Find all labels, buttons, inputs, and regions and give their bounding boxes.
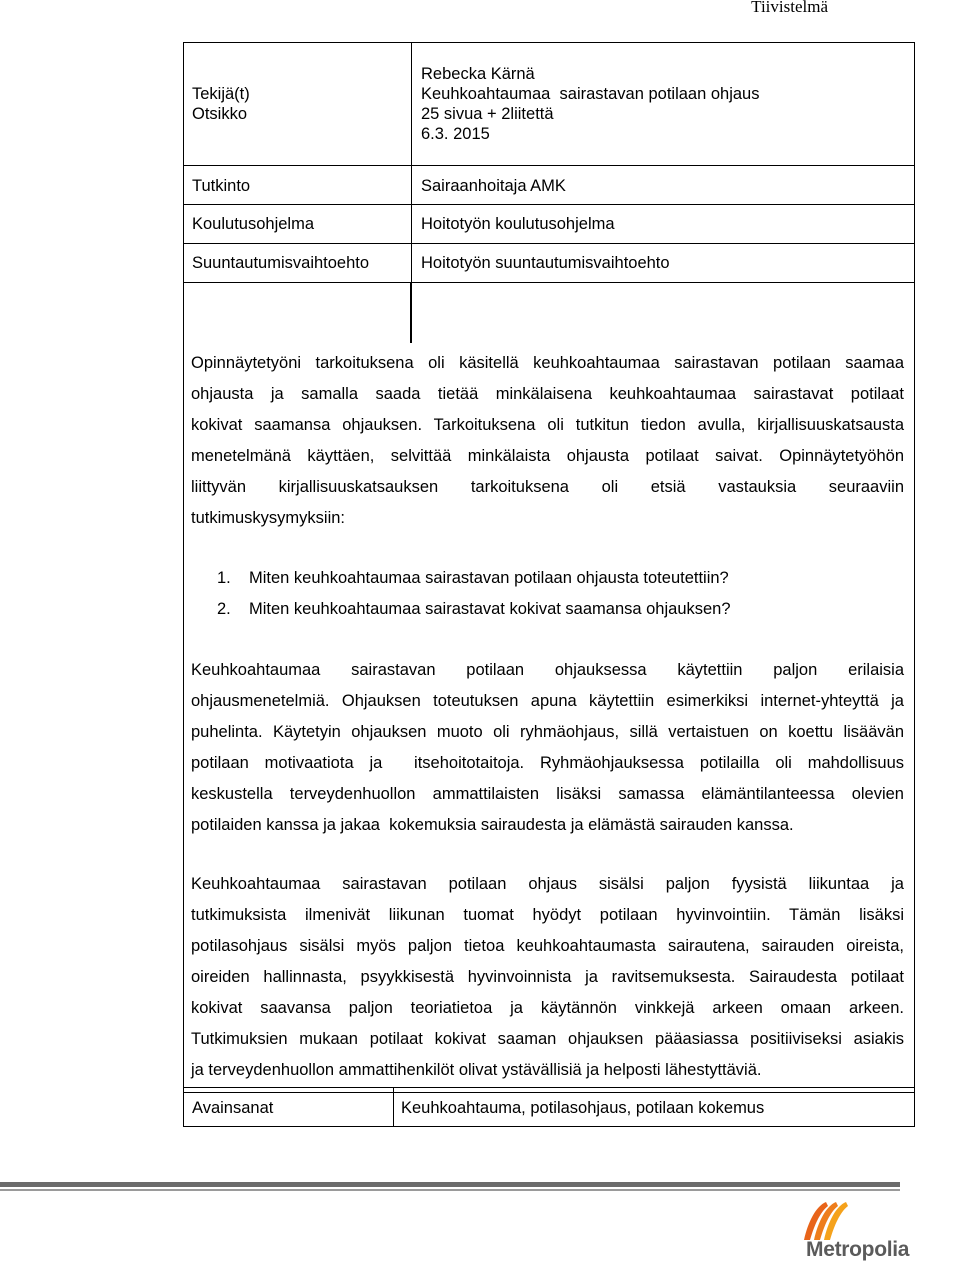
footer-rule-thin [0,1189,900,1191]
page-header-title: Tiivistelmä [751,0,828,16]
author-label: Tekijä(t) [192,85,250,103]
text-line: ohjausmenetelmiä. Ohjauksen toteutuksen apuna käytettiin esimerkiksi internet-yhteyttä ja [191,692,904,710]
metropolia-logo-text: Metropolia [806,1238,910,1261]
text-line: potilasohjaus sisälsi myös paljon tietoa keuhkoahtaumasta sairautena, sairauden oireista, [191,937,904,955]
row-divider [184,243,914,244]
text-line: oireiden hallinnasta, psyykkisestä hyvinvoinnista ja ravitsemuksesta. Sairaudesta potilaat [191,968,904,986]
option-value: Hoitotyön suuntautumisvaihtoehto [421,254,670,272]
text-line: tutkimuksista ilmenivät liikunan tuomat hyödyt potilaan hyvinvointiin. Tämän lisäksi [191,906,904,924]
list-item [217,594,731,625]
text-line: potilaan motivaatiota ja itsehoitotaitoja. Ryhmäohjauksessa potilailla oli mahdollisuus [191,754,904,772]
degree-label: Tutkinto [192,177,251,195]
text-line: keskustella terveydenhuollon ammattilaisten lisäksi samassa elämäntilanteessa olevien [191,785,904,803]
text-line: Tutkimuksien mukaan potilaat kokivat saaman ohjauksen pääasiassa positiiviseksi asiakis [191,1030,904,1048]
text-line: kokivat saamansa ohjauksen. Tarkoituksena oli tutkitun tiedon avulla, kirjallisuuskatsausta [191,416,904,434]
abstract-paragraph-2 [191,655,904,841]
text-line: Keuhkoahtaumaa sairastavan potilaan ohjauksessa käytettiin paljon erilaisia [191,661,904,679]
date-value: 6.3. 2015 [421,125,490,143]
text-line: ja terveydenhuollon ammattihenkilöt olivat ystävällisiä ja helposti lähestyttäviä. [191,1061,762,1079]
column-divider [393,1088,394,1126]
programme-label: Koulutusohjelma [192,215,314,233]
list-text: Miten keuhkoahtaumaa sairastavat kokivat saamansa ohjauksen? [249,600,731,618]
text-line: ohjausta ja samalla saada tietää minkälaisena keuhkoahtaumaa sairastavat potilaat [191,385,904,403]
author-value: Rebecka Kärnä [421,65,535,83]
list-text: Miten keuhkoahtaumaa sairastavan potilaan ohjausta toteutettiin? [249,569,729,587]
text-line: Keuhkoahtaumaa sairastavan potilaan ohjaus sisälsi paljon fyysistä liikuntaa ja [191,875,904,893]
thesis-title-value: Keuhkoahtaumaa sairastavan potilaan ohjaus [421,85,760,103]
text-line: tutkimuskysymyksiin: [191,509,346,527]
text-line: Opinnäytetyöni tarkoituksena oli käsitellä keuhkoahtaumaa sairastavan potilaan saamaa [191,354,904,372]
programme-value: Hoitotyön koulutusohjelma [421,215,615,233]
option-label: Suuntautumisvaihtoehto [192,254,370,272]
text-line: liittyvän kirjallisuuskatsauksen tarkoituksena oli etsiä vastauksia seuraaviin [191,478,904,496]
text-line: potilaiden kanssa ja jakaa kokemuksia sairaudesta ja elämästä sairauden kanssa. [191,816,794,834]
text-line: puhelinta. Käytetyin ohjauksen muoto oli ryhmäohjaus, sillä vertaistuen on koettu lisäävän [191,723,904,741]
list-item [217,563,731,594]
info-table [183,42,915,283]
footer-rule [0,1182,900,1187]
text-line: menetelmänä käyttäen, selvittää minkälaista ohjausta potilaat saivat. Opinnäytetyöhön [191,447,904,465]
abstract-paragraph-3 [191,869,904,1086]
list-number: 2. [217,600,231,618]
keywords-label: Avainsanat [192,1099,274,1117]
list-number: 1. [217,569,231,587]
row-divider [184,165,914,166]
keywords-value: Keuhkoahtauma, potilasohjaus, potilaan kokemus [401,1099,765,1117]
degree-value: Sairaanhoitaja AMK [421,177,566,195]
title-label: Otsikko [192,105,248,123]
text-line: kokivat saavansa paljon teoriatietoa ja käytännön vinkkejä arkeen omaan arkeen. [191,999,904,1017]
row-divider [184,204,914,205]
abstract-paragraph-1 [191,348,904,534]
research-questions [217,563,731,625]
pages-value: 25 sivua + 2liitettä [421,105,554,123]
